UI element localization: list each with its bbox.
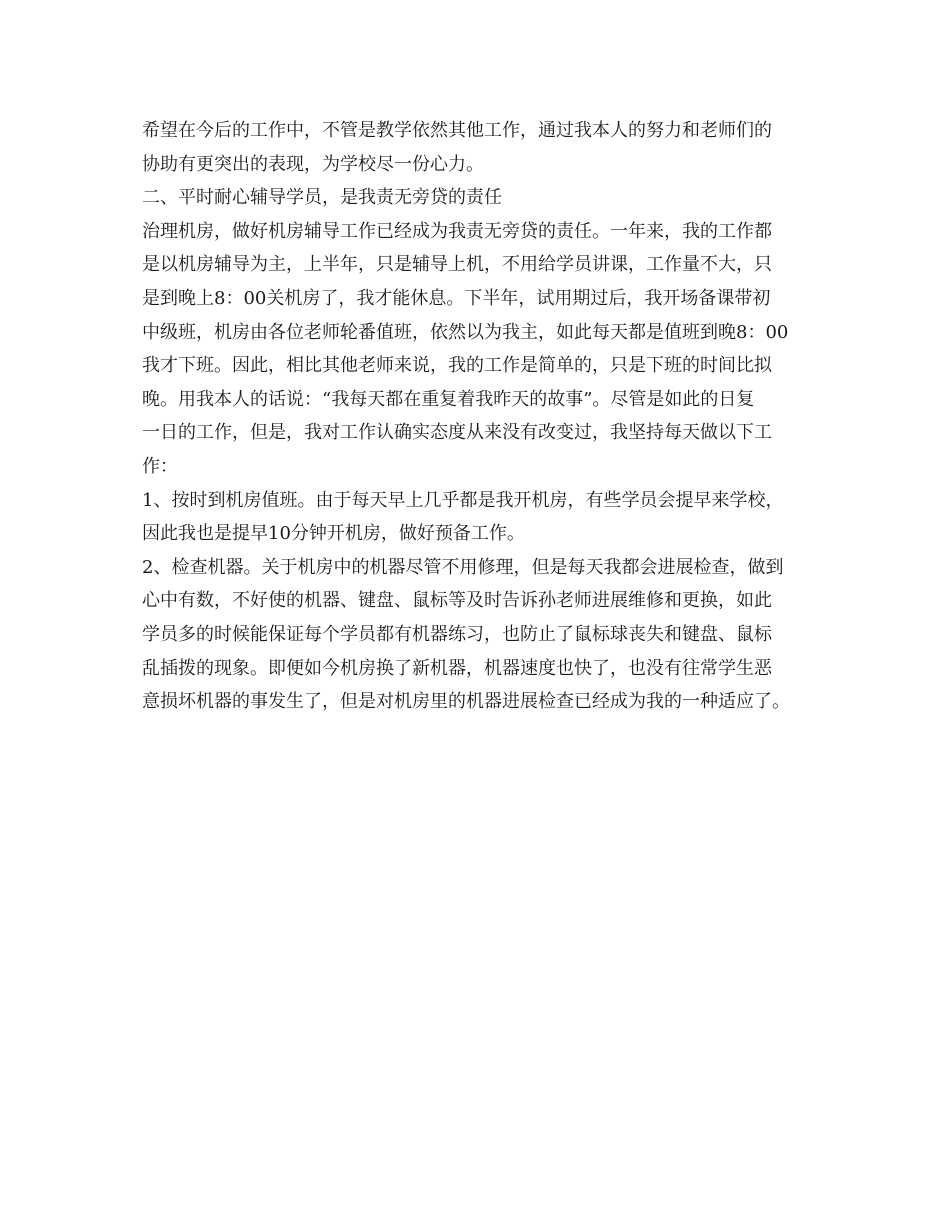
text-line: 是到晚上8：00关机房了，我才能休息。下半年，试用期过后，我开场备课带初 (142, 287, 771, 309)
document-body (142, 114, 812, 719)
text-line: 中级班，机房由各位老师轮番值班，依然以为我主，如此每天都是值班到晚8：00 (142, 321, 789, 343)
text-line: 意损坏机器的事发生了，但是对机房里的机器进展检查已经成为我的一种适应了。 (142, 691, 790, 713)
list-item-1: 1、按时到机房值班。由于每天早上几乎都是我开机房，有些学员会提早来学校， (142, 489, 784, 511)
list-item-2: 2、检查机器。关于机房中的机器尽管不用修理，但是每天我都会进展检查，做到 (142, 556, 784, 578)
text-line: 我才下班。因此，相比其他老师来说，我的工作是简单的，只是下班的时间比拟 (142, 355, 772, 377)
text-line: 是以机房辅导为主，上半年，只是辅导上机，不用给学员讲课，工作量不大，只 (142, 254, 772, 276)
text-line: 作： (142, 455, 178, 477)
text-line: 晚。用我本人的话说：“我每天都在重复着我昨天的故事”。尽管是如此的日复 (142, 388, 755, 410)
text-line: 协助有更突出的表现，为学校尽一份心力。 (142, 153, 484, 175)
text-line: 治理机房，做好机房辅导工作已经成为我责无旁贷的责任。一年来，我的工作都 (142, 220, 772, 242)
text-line: 希望在今后的工作中，不管是教学依然其他工作，通过我本人的努力和老师们的 (142, 120, 772, 141)
text-line: 乱插拨的现象。即便如今机房换了新机器，机器速度也快了，也没有往常学生恶 (142, 657, 772, 679)
text-line: 学员多的时候能保证每个学员都有机器练习，也防止了鼠标球丧失和键盘、鼠标 (142, 623, 772, 645)
section-heading: 二、平时耐心辅导学员，是我责无旁贷的责任 (142, 187, 502, 209)
text-line: 心中有数，不好使的机器、键盘、鼠标等及时告诉孙老师进展维修和更换，如此 (142, 590, 772, 612)
text-line: 因此我也是提早10分钟开机房，做好预备工作。 (142, 523, 525, 545)
text-line: 一日的工作，但是，我对工作认确实态度从来没有改变过，我坚持每天做以下工 (142, 422, 772, 444)
